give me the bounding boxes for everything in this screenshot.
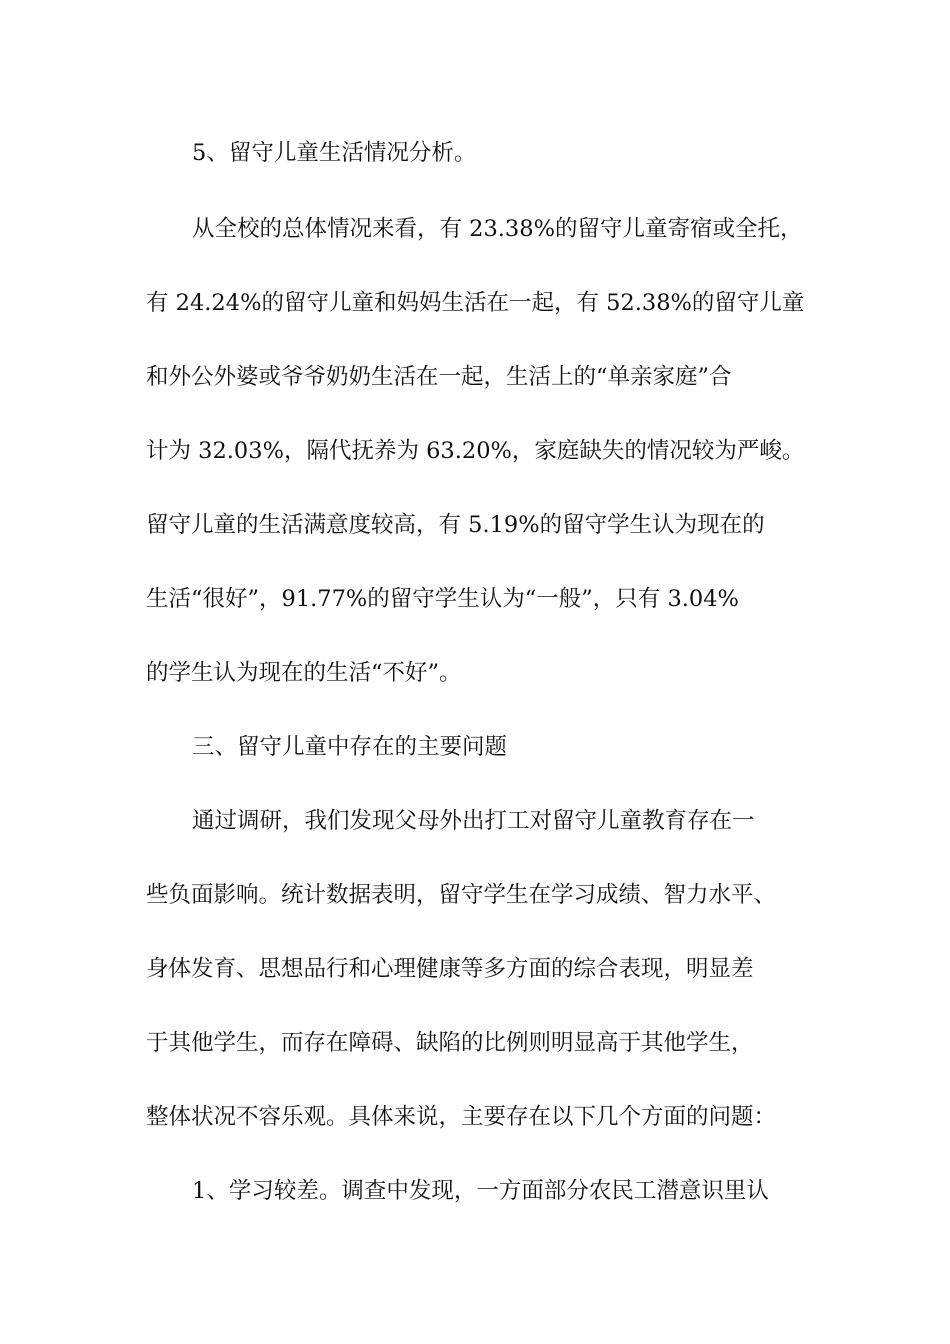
paragraph-line: 身体发育、思想品行和心理健康等多方面的综合表现，明显差: [146, 956, 754, 982]
paragraph-line: 的学生认为现在的生活“不好”。: [146, 660, 462, 686]
paragraph-line: 留守儿童的生活满意度较高，有 5.19%的留守学生认为现在的: [146, 512, 765, 538]
paragraph-line: 1、学习较差。调查中发现，一方面部分农民工潜意识里认: [192, 1178, 769, 1204]
paragraph-line: 从全校的总体情况来看，有 23.38%的留守儿童寄宿或全托，: [192, 216, 803, 242]
paragraph-line: 计为 32.03%，隔代抚养为 63.20%，家庭缺失的情况较为严峻。: [146, 438, 805, 464]
paragraph-line: 生活“很好”，91.77%的留守学生认为“一般”，只有 3.04%: [146, 586, 739, 612]
paragraph-line: 和外公外婆或爷爷奶奶生活在一起，生活上的“单亲家庭”合: [146, 364, 732, 390]
paragraph-line: 整体状况不容乐观。具体来说，主要存在以下几个方面的问题：: [146, 1104, 777, 1130]
section-heading-living-situation: 5、留守儿童生活情况分析。: [192, 140, 477, 166]
paragraph-line: 于其他学生，而存在障碍、缺陷的比例则明显高于其他学生，: [146, 1030, 754, 1056]
paragraph-line: 通过调研，我们发现父母外出打工对留守儿童教育存在一: [192, 808, 755, 834]
paragraph-line: 些负面影响。统计数据表明，留守学生在学习成绩、智力水平、: [146, 882, 777, 908]
section-heading-main-problems: 三、留守儿童中存在的主要问题: [192, 734, 508, 760]
paragraph-line: 有 24.24%的留守儿童和妈妈生活在一起，有 52.38%的留守儿童: [146, 290, 805, 316]
